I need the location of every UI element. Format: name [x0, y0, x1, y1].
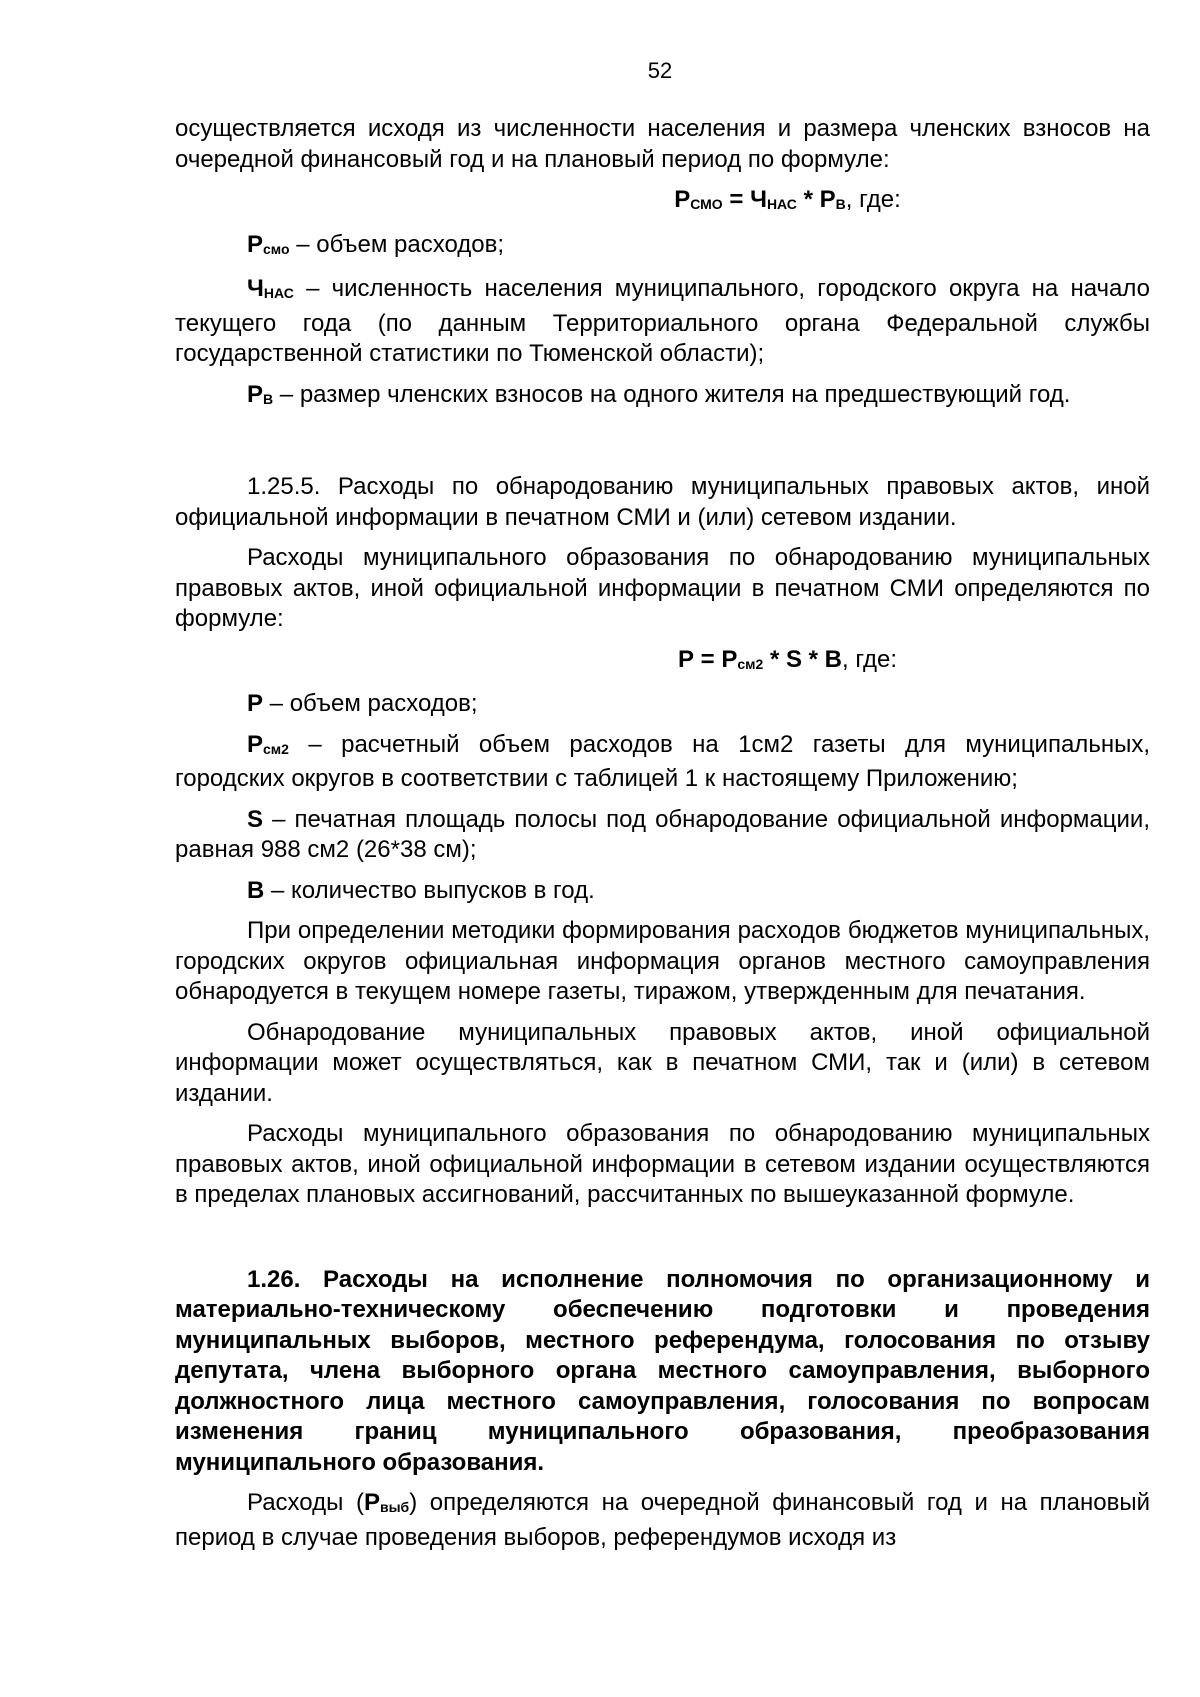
- definition-symbol: Р: [247, 730, 264, 758]
- page-number: 52: [647, 58, 673, 83]
- formula-operator: *: [801, 645, 825, 673]
- definition-subscript: см2: [263, 740, 289, 757]
- section-heading-1-26: 1.26. Расходы на исполнение полномочия по организационному и материально-техническому обеспечению подготовки и проведения муниципальных выборов, местного референдума, голосования по отзыву депутата, члена выборного органа местного самоуправления, выборного должностного лица местного самоуправления, голосования по вопросам изменения границ муниципального образования, преобразования муниципального образования.: [175, 1265, 1150, 1476]
- definition-text: – печатная площадь полосы под обнародование официальной информации, равная 988 см2 (26*38 см);: [175, 805, 1150, 863]
- definition-rsm2: [175, 730, 1150, 795]
- definition-subscript: смо: [263, 240, 290, 257]
- formula-subscript: НАС: [766, 196, 797, 212]
- paragraph-print-costs: Расходы муниципального образования по обнародованию муниципальных правовых актов, иной официальной информации в печатном СМИ определяются по формуле:: [175, 544, 1150, 632]
- formula-term: В: [824, 645, 843, 673]
- formula-print-costs: [175, 645, 1150, 680]
- definition-symbol: Р: [247, 690, 264, 717]
- formula-tail: , где:: [842, 645, 898, 673]
- definition-text: – объем расходов;: [289, 230, 505, 258]
- formula-term: Р: [677, 645, 694, 673]
- definition-subscript: В: [263, 390, 274, 407]
- definition-symbol: Р: [363, 1489, 380, 1516]
- paragraph-online-costs: Расходы муниципального образования по обнародованию муниципальных правовых актов, иной официальной информации в сетевом издании осуществляются в пределах плановых ассигнований, рассчитанных по вышеуказанной формуле.: [175, 1120, 1150, 1208]
- section-1-25-5: 1.25.5. Расходы по обнародованию муниципальных правовых актов, иной официальной информации в печатном СМИ и (или) сетевом издании.: [175, 473, 1150, 531]
- spacer: [175, 1221, 1150, 1265]
- formula-term: Р: [721, 645, 738, 673]
- formula-subscript: СМО: [690, 196, 723, 212]
- definition-text: – расчетный объем расходов на 1см2 газеты для муниципальных, городских округов в соответствии с таблицей 1 к настоящему Приложению;: [175, 730, 1150, 792]
- definition-symbol: В: [247, 876, 265, 904]
- document-body: [175, 114, 1150, 1553]
- spacer: [175, 424, 1150, 472]
- definition-rsmo: [175, 230, 1150, 265]
- definition-symbol: Р: [247, 380, 264, 408]
- paragraph-election-costs: [175, 1488, 1150, 1553]
- formula-term: Р: [674, 186, 691, 213]
- definition-symbol: S: [247, 805, 264, 833]
- definition-subscript: НАС: [263, 285, 294, 301]
- formula-operator: =: [693, 645, 722, 673]
- paragraph-text: Расходы (: [247, 1489, 364, 1516]
- definition-chnas: [175, 274, 1150, 370]
- formula-membership-fees: [175, 185, 1150, 220]
- formula-term: S: [785, 645, 802, 673]
- definition-symbol: Ч: [247, 275, 264, 302]
- definition-text: – численность населения муниципального, городского округа на начало текущего года (по данным Территориального органа Федеральной службы государственной статистики по Тюменской области);: [175, 275, 1150, 367]
- formula-operator: =: [722, 186, 751, 213]
- formula-subscript: В: [835, 196, 846, 212]
- paragraph-methodology: При определении методики формирования расходов бюджетов муниципальных, городских округов официальная информация органов местного самоуправления обнародуется в текущем номере газеты, тиражом, утвержденным для печатания.: [175, 917, 1150, 1005]
- definition-r: [175, 689, 1150, 720]
- formula-term: Р: [819, 186, 836, 213]
- formula-subscript: см2: [737, 655, 764, 672]
- formula-operator: *: [796, 186, 820, 213]
- formula-tail: , где:: [845, 186, 901, 213]
- definition-symbol: Р: [247, 230, 264, 258]
- paragraph-text: ) определяются на очередной финансовый год и на плановый период в случае проведения выборов, референдумов исходя из: [175, 1489, 1150, 1551]
- paragraph-intro: осуществляется исходя из численности населения и размера членских взносов на очередной финансовый год и на плановый период по формуле:: [175, 115, 1150, 173]
- definition-text: – размер членских взносов на одного жителя на предшествующий год.: [273, 380, 1071, 408]
- definition-text: – количество выпусков в год.: [264, 876, 595, 904]
- definition-s: [175, 805, 1150, 866]
- formula-term: Ч: [750, 186, 767, 213]
- formula-operator: *: [763, 645, 786, 673]
- definition-v: [175, 876, 1150, 907]
- definition-rv: [175, 380, 1150, 415]
- definition-subscript: выб: [379, 1499, 410, 1515]
- definition-text: – объем расходов;: [263, 690, 478, 717]
- paragraph-publication: Обнародование муниципальных правовых актов, иной официальной информации может осуществляться, как в печатном СМИ, так и (или) в сетевом издании.: [175, 1018, 1150, 1107]
